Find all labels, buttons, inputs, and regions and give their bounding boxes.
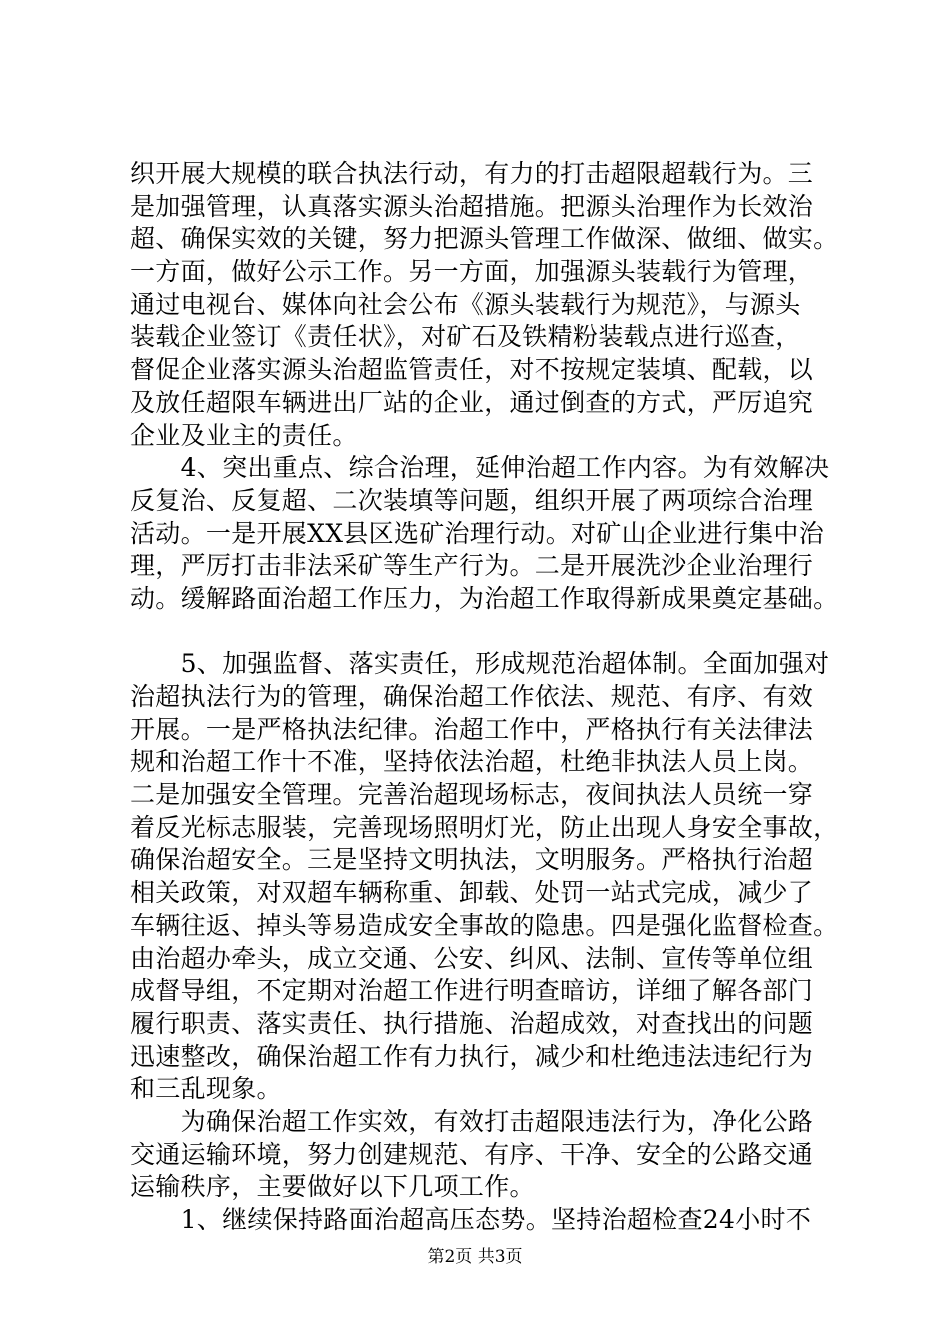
text-line: 理，严厉打击非法采矿等生产行为。二是开展洗沙企业治理行	[130, 551, 814, 581]
text-line: 车辆往返、掉头等易造成安全事故的隐患。四是强化监督检查。	[130, 910, 839, 940]
text-line: 一方面，做好公示工作。另一方面，加强源头装载行为管理，	[130, 257, 814, 287]
text-line: 交通运输环境，努力创建规范、有序、干净、安全的公路交通	[130, 1139, 814, 1169]
text-line: 确保治超安全。三是坚持文明执法，文明服务。严格执行治超	[130, 845, 814, 875]
text-line: 装载企业签订《责任状》，对矿石及铁精粉装载点进行巡查，	[130, 322, 801, 352]
body-text	[130, 158, 839, 1237]
text-line: 及放任超限车辆进出厂站的企业，通过倒查的方式，严厉追究	[130, 387, 814, 417]
text-line: 4、突出重点、综合治理，延伸治超工作内容。为有效解决	[130, 453, 830, 483]
text-line: 迅速整改，确保治超工作有力执行，减少和杜绝违法违纪行为	[130, 1041, 814, 1071]
text-line: 成督导组，不定期对治超工作进行明查暗访，详细了解各部门	[130, 976, 814, 1006]
text-line: 活动。一是开展XX县区选矿治理行动。对矿山企业进行集中治	[130, 518, 824, 548]
text-line: 着反光标志服装，完善现场照明灯光，防止出现人身安全事故，	[130, 812, 839, 842]
text-line: 是加强管理，认真落实源头治超措施。把源头治理作为长效治	[130, 191, 814, 221]
text-line: 织开展大规模的联合执法行动，有力的打击超限超载行为。三	[130, 159, 814, 188]
text-line: 和三乱现象。	[130, 1074, 282, 1104]
text-line: 开展。一是严格执法纪律。治超工作中，严格执行有关法律法	[130, 714, 814, 744]
text-line: 运输秩序，主要做好以下几项工作。	[130, 1172, 535, 1202]
text-line: 5、加强监督、落实责任，形成规范治超体制。全面加强对	[130, 649, 830, 679]
text-line: 督促企业落实源头治超监管责任，对不按规定装填、配载，以	[130, 355, 814, 385]
text-line: 动。缓解路面治超工作压力，为治超工作取得新成果奠定基础。	[130, 583, 839, 613]
text-line: 通过电视台、媒体向社会公布《源头装载行为规范》，与源头	[130, 289, 801, 319]
text-line: 由治超办牵头，成立交通、公安、纠风、法制、宣传等单位组	[130, 943, 814, 973]
text-line: 反复治、反复超、二次装填等问题，组织开展了两项综合治理	[130, 485, 814, 515]
text-line: 规和治超工作十不准，坚持依法治超，杜绝非执法人员上岗。	[130, 747, 814, 777]
text-line: 1、继续保持路面治超高压态势。坚持治超检查24小时不	[130, 1205, 812, 1234]
paragraph-gap	[130, 616, 830, 649]
text-line: 相关政策，对双超车辆称重、卸载、处罚一站式完成，减少了	[130, 878, 814, 908]
text-line: 履行职责、落实责任、执行措施、治超成效，对查找出的问题	[130, 1008, 814, 1038]
text-line: 二是加强安全管理。完善治超现场标志，夜间执法人员统一穿	[130, 780, 814, 810]
text-line: 超、确保实效的关键，努力把源头管理工作做深、做细、做实。	[130, 224, 839, 254]
text-line: 为确保治超工作实效，有效打击超限违法行为，净化公路	[130, 1106, 814, 1136]
text-line: 治超执法行为的管理，确保治超工作依法、规范、有序、有效	[130, 682, 814, 711]
text-line: 企业及业主的责任。	[130, 420, 358, 450]
page-number-footer: 第2页 共3页	[427, 1247, 523, 1267]
